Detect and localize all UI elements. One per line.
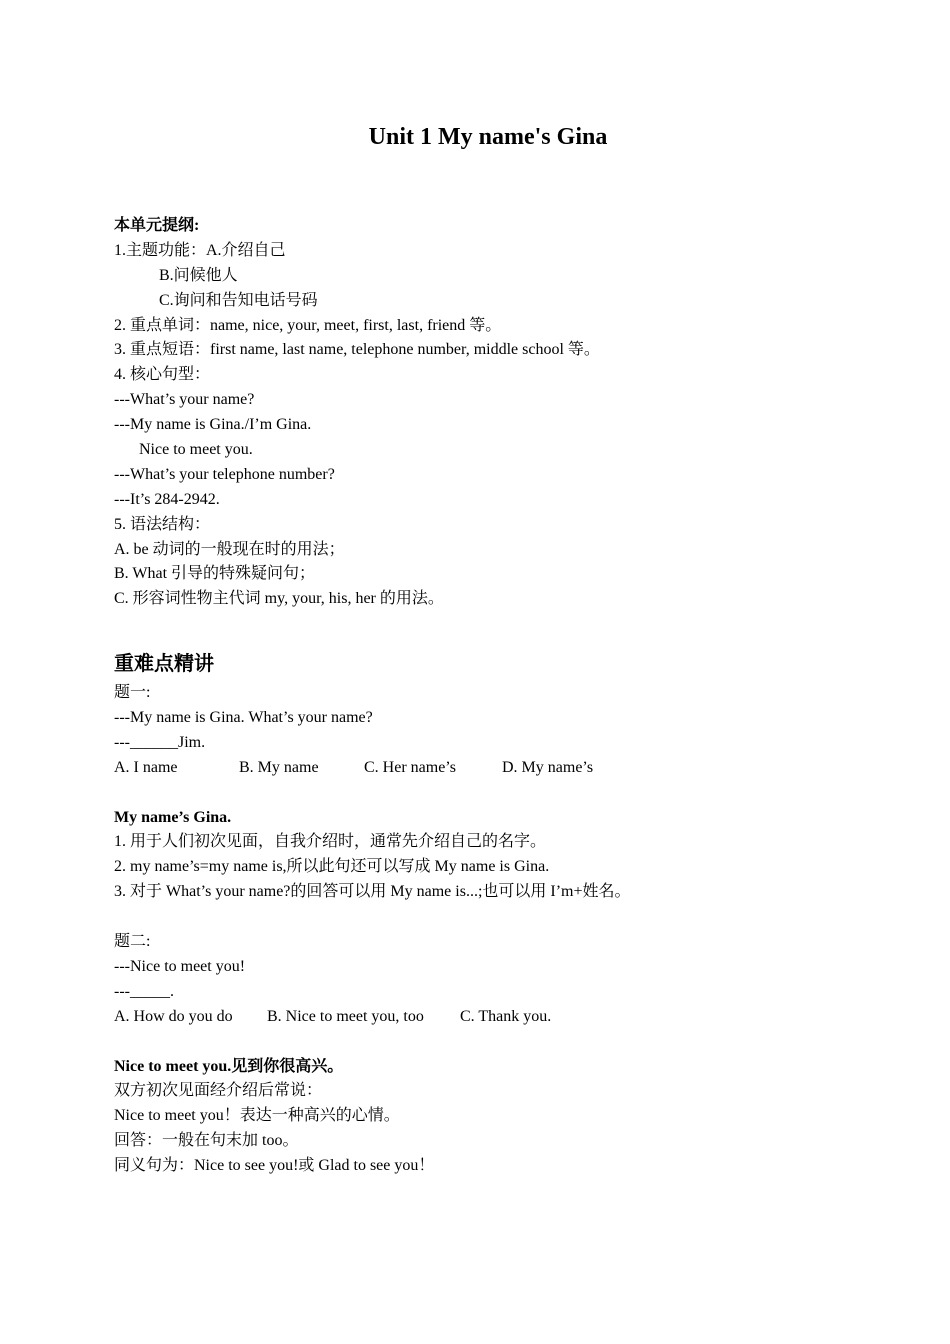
option-d: D. My name’s xyxy=(502,758,594,776)
note-heading: Nice to meet you.见到你很高兴。 xyxy=(114,1057,344,1075)
outline-line: 3. 重点短语：first name, last name, telephone number, middle school 等。 xyxy=(114,341,600,359)
note-line: 回答：一般在句末加 too。 xyxy=(114,1132,299,1150)
page-title: Unit 1 My name's Gina xyxy=(368,124,608,150)
option-c: C. Her name’s xyxy=(364,758,456,776)
question-options xyxy=(114,756,874,781)
note-line: 双方初次见面经介绍后常说： xyxy=(114,1082,323,1100)
outline-line: B. What 引导的特殊疑问句； xyxy=(114,565,316,583)
question-line: ---Nice to meet you! xyxy=(114,957,246,975)
question-line: ---______Jim. xyxy=(114,733,206,751)
option-a: A. I name xyxy=(114,758,178,776)
outline-heading: 本单元提纲: xyxy=(114,217,200,234)
outline-line: 2. 重点单词：name, nice, your, meet, first, last, friend 等。 xyxy=(114,316,502,334)
outline-line: C. 形容词性物主代词 my, your, his, her 的用法。 xyxy=(114,590,444,608)
note-line: 2. my name’s=my name is,所以此句还可以写成 My name is Gina. xyxy=(114,858,550,876)
outline-line: A. be 动词的一般现在时的用法； xyxy=(114,540,345,558)
note-line: Nice to meet you！表达一种高兴的心情。 xyxy=(114,1107,400,1125)
note-line: 3. 对于 What’s your name?的回答可以用 My name is...;也可以用 I’m+姓名。 xyxy=(114,883,631,901)
note-line: 同义句为：Nice to see you!或 Glad to see you！ xyxy=(114,1157,435,1175)
option-a: A. How do you do xyxy=(114,1007,233,1025)
section-heading: 重难点精讲 xyxy=(114,651,214,676)
question-label: 题二: xyxy=(114,933,151,951)
option-b: B. My name xyxy=(239,758,319,776)
outline-line: 5. 语法结构： xyxy=(114,515,211,533)
question-line: ---_____. xyxy=(114,982,174,1000)
note-heading: My name’s Gina. xyxy=(114,808,232,826)
question-line: ---My name is Gina. What’s your name? xyxy=(114,709,373,727)
option-b: B. Nice to meet you, too xyxy=(267,1007,424,1025)
option-c: C. Thank you. xyxy=(460,1007,552,1025)
outline-line: ---My name is Gina./I’m Gina. xyxy=(114,416,312,434)
outline-line: 1.主题功能：A.介绍自己 xyxy=(114,241,286,259)
outline-line: B.问候他人 xyxy=(159,266,238,284)
document-body xyxy=(114,214,874,1179)
outline-line: ---What’s your telephone number? xyxy=(114,465,335,483)
outline-line: ---It’s 284-2942. xyxy=(114,490,220,508)
question-label: 题一: xyxy=(114,684,151,702)
question-options xyxy=(114,1005,874,1030)
outline-line: 4. 核心句型： xyxy=(114,366,211,384)
outline-line: ---What’s your name? xyxy=(114,391,255,409)
note-line: 1. 用于人们初次见面，自我介绍时，通常先介绍自己的名字。 xyxy=(114,833,547,851)
outline-line: C.询问和告知电话号码 xyxy=(159,291,318,309)
outline-line: Nice to meet you. xyxy=(139,441,253,459)
